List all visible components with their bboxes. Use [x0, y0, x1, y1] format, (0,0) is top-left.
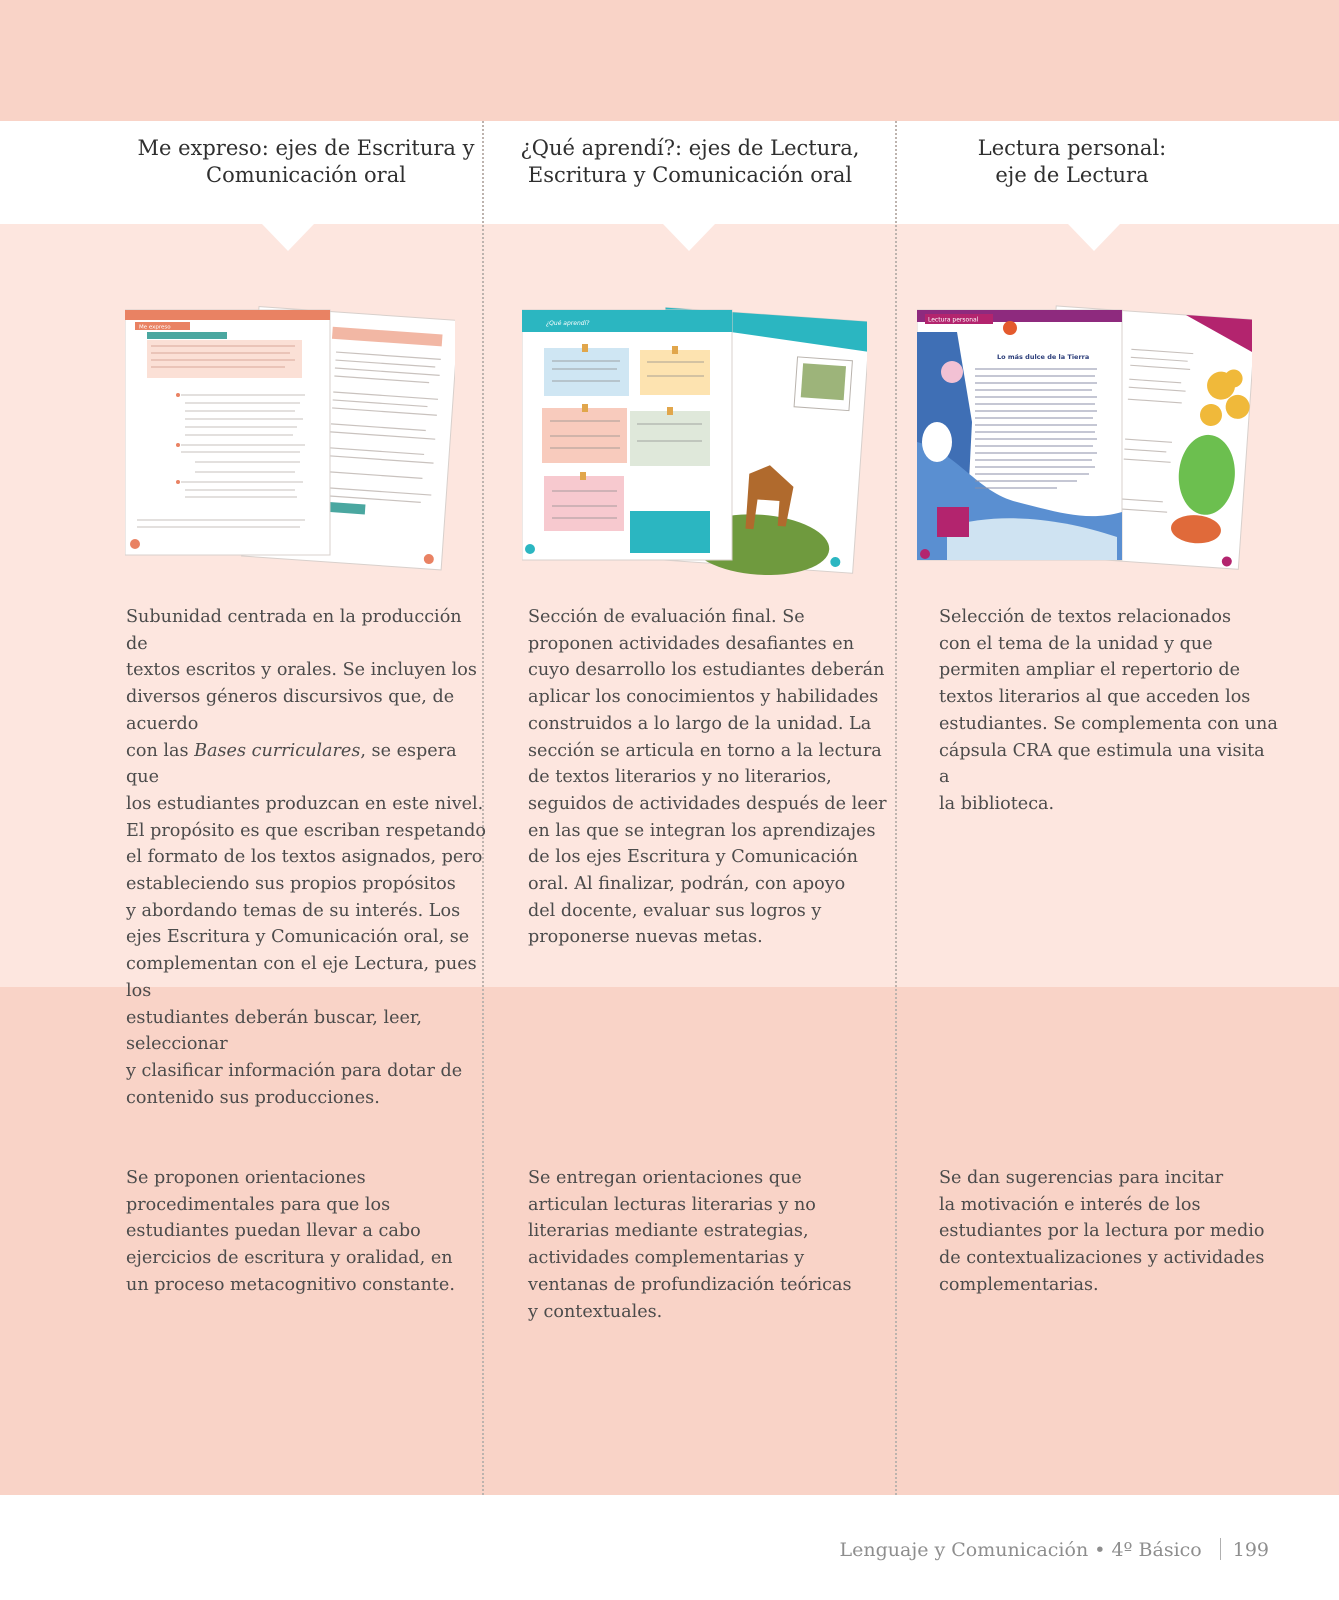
text-line: de los ejes Escritura y Comunicación: [528, 847, 858, 868]
text-line: Selección de textos relacionados: [939, 607, 1232, 627]
text-line: aplicar los conocimientos y habilidades: [528, 687, 879, 708]
text-line: proponerse nuevas metas.: [528, 927, 763, 948]
text-line: permiten ampliar el repertorio de: [939, 660, 1241, 681]
text-line: Se entregan orientaciones que: [528, 1168, 802, 1188]
top-band: [0, 0, 1339, 121]
column-header-row: [0, 121, 1339, 224]
personal-reading-description: [939, 604, 1279, 818]
text-line: textos escritos y orales. Se incluyen los: [126, 660, 477, 681]
text-line: Se proponen orientaciones: [126, 1168, 366, 1188]
text-line: estudiantes por la lectura por medio: [939, 1221, 1265, 1242]
column-2-title: ¿Qué aprendí?: ejes de Lectura, Escritura y Comunicación oral: [520, 136, 860, 187]
text-line: literarias mediante estrategias,: [528, 1221, 809, 1242]
italic-term: Bases curriculares: [194, 740, 361, 761]
text-line: complementarias.: [939, 1274, 1099, 1295]
text-line: El propósito es que escriban respetando: [126, 820, 487, 841]
text-line: textos literarios al que acceden los: [939, 687, 1251, 708]
text-line: los estudiantes produzcan en este nivel.: [126, 793, 484, 814]
page-footer: [840, 1538, 1270, 1561]
text-line: estudiantes. Se complementa con una: [939, 713, 1278, 734]
text-line: construidos a lo largo de la unidad. La: [528, 713, 872, 734]
thumbnail-tag: Lectura personal: [928, 316, 979, 324]
text-line: ventanas de profundización teóricas: [528, 1274, 852, 1295]
text-line: estudiantes deberán buscar, leer, seleccionar: [126, 1007, 422, 1055]
que-aprendi-page-thumbnail: [522, 296, 867, 578]
text-line: contenido sus producciones.: [126, 1087, 380, 1108]
motivation-guidance-note: [939, 1165, 1279, 1299]
text-line: procedimentales para que los: [126, 1194, 391, 1215]
text-line: complementan con el eje Lectura, pues los: [126, 954, 477, 1001]
text-line: un proceso metacognitivo constante.: [126, 1274, 455, 1295]
column-3-title: Lectura personal: eje de Lectura: [977, 136, 1167, 187]
text-line: ejes Escritura y Comunicación oral, se: [126, 927, 470, 948]
text-line: del docente, evaluar sus logros y: [528, 900, 822, 921]
text-line: Subunidad centrada en la producción de: [126, 607, 462, 654]
page-number: 199: [1232, 1539, 1269, 1561]
footer-separator: [1220, 1538, 1221, 1560]
text-line: estableciendo sus propios propósitos: [126, 874, 456, 895]
thumbnail-tag: ¿Qué aprendí?: [546, 320, 590, 327]
text-line: de textos literarios y no literarios,: [528, 767, 832, 788]
text-line: y abordando temas de su interés. Los: [126, 900, 461, 921]
text-line: en las que se integran los aprendizajes: [528, 820, 876, 841]
text-line: el formato de los textos asignados, pero: [126, 847, 483, 868]
text-line: cuyo desarrollo los estudiantes deberán: [528, 660, 885, 681]
pointer-notch: [663, 224, 715, 251]
column-divider: [895, 121, 897, 1495]
text-line: articulan lecturas literarias y no: [528, 1194, 816, 1215]
text-line: seguidos de actividades después de leer: [528, 793, 887, 814]
evaluation-description: [528, 604, 888, 951]
text-line: cápsula CRA que estimula una visita a: [939, 740, 1265, 788]
text-line: ejercicios de escritura y oralidad, en: [126, 1248, 453, 1269]
text-line: de contextualizaciones y actividades: [939, 1248, 1265, 1269]
thumbnail-heading: Lo más dulce de la Tierra: [997, 353, 1090, 361]
text-line: la motivación e interés de los: [939, 1194, 1201, 1215]
pointer-notch: [262, 224, 314, 251]
footer-subject: Lenguaje y Comunicación • 4º Básico: [839, 1539, 1202, 1561]
writing-guidance-note: [126, 1165, 486, 1299]
reading-guidance-note: [528, 1165, 888, 1325]
text-line: Sección de evaluación final. Se: [528, 607, 805, 627]
text-line: la biblioteca.: [939, 793, 1055, 814]
subunit-description: [126, 604, 486, 1111]
text-line: estudiantes puedan llevar a cabo: [126, 1221, 421, 1242]
text-line: Se dan sugerencias para incitar: [939, 1168, 1224, 1188]
text-line: diversos géneros discursivos que, de acuerdo: [126, 687, 455, 734]
thumbnail-tag: Me expreso: [139, 324, 171, 331]
pointer-notch: [1068, 224, 1120, 251]
text-line: y clasificar información para dotar de: [126, 1060, 463, 1081]
column-1-title: Me expreso: ejes de Escritura y Comunicación oral: [137, 136, 475, 187]
lectura-personal-page-thumbnail: [917, 302, 1252, 577]
text-line: oral. Al finalizar, podrán, con apoyo: [528, 874, 846, 895]
text-line: y contextuales.: [528, 1301, 663, 1322]
text-line: con el tema de la unidad y que: [939, 633, 1213, 654]
text-line: actividades complementarias y: [528, 1248, 805, 1269]
me-expreso-page-thumbnail: [125, 300, 455, 575]
text-line: proponen actividades desafiantes en: [528, 633, 855, 654]
text-line: con las Bases curriculares, se espera que: [126, 740, 457, 788]
text-line: sección se articula en torno a la lectura: [528, 740, 882, 761]
